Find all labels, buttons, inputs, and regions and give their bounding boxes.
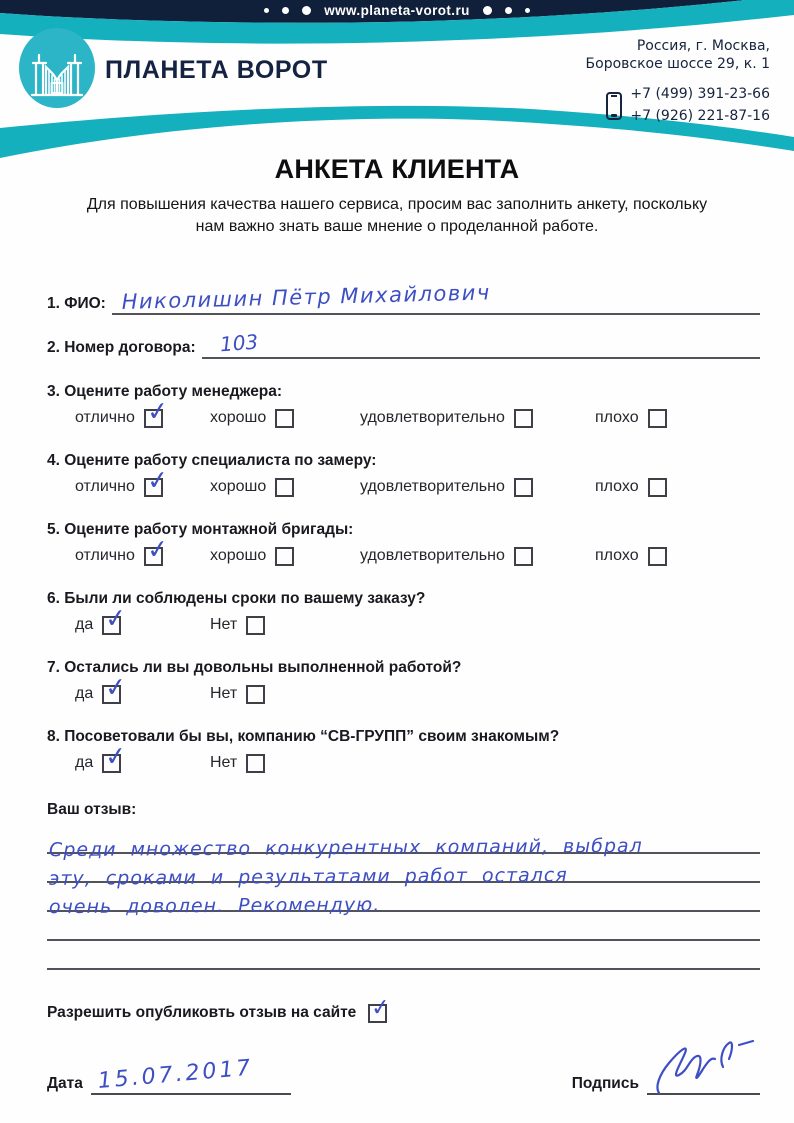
option-label: хорошо — [210, 409, 267, 427]
fio-handwritten-value: Николишин Пётр Михайлович — [121, 280, 491, 314]
check-icon: ✓ — [103, 602, 129, 635]
survey-form — [47, 280, 760, 1095]
option-label: отлично — [75, 547, 135, 565]
checkbox[interactable] — [246, 754, 265, 773]
question-label: 3. Оцените работу менеджера: — [47, 382, 283, 400]
check-icon: ✓ — [103, 740, 129, 773]
question-label: 8. Посоветовали бы вы, компанию “СВ-ГРУПП” своим знакомым? — [47, 727, 560, 745]
check-icon: ✓ — [145, 395, 171, 428]
bullet-dot-icon — [525, 8, 530, 13]
question-7 — [47, 659, 760, 704]
checkbox[interactable] — [275, 478, 294, 497]
question-3 — [47, 383, 760, 428]
contract-handwritten-value: 103 — [218, 329, 259, 357]
date-field[interactable] — [91, 1055, 291, 1095]
question-label: 5. Оцените работу монтажной бригады: — [47, 520, 354, 538]
checkbox-checked[interactable] — [102, 602, 129, 635]
option-label: плохо — [595, 478, 639, 496]
contract-field[interactable] — [202, 329, 760, 359]
review-line-field[interactable] — [47, 825, 760, 861]
option-label: отлично — [75, 409, 135, 427]
gate-logo-icon — [16, 26, 98, 110]
option-label: хорошо — [210, 547, 267, 565]
checkbox-checked[interactable] — [102, 671, 129, 704]
consent-label: Разрешить опубликовть отзыв на сайте — [47, 1004, 357, 1022]
option-label: удовлетворительно — [360, 409, 505, 427]
review-label: Ваш отзыв: — [47, 800, 137, 818]
checkbox[interactable] — [648, 547, 667, 566]
contact-block — [586, 37, 770, 127]
fio-label: 1. ФИО: — [47, 294, 106, 312]
phone-icon — [606, 92, 622, 120]
contract-row — [47, 329, 760, 359]
option-label: да — [75, 685, 94, 703]
option-label: удовлетворительно — [360, 547, 505, 565]
signature-label: Подпись — [571, 1074, 639, 1092]
consent-row — [47, 993, 760, 1023]
checkbox-checked[interactable] — [144, 533, 171, 566]
review-line-field[interactable] — [47, 854, 760, 890]
question-6 — [47, 590, 760, 635]
checkbox[interactable] — [275, 409, 294, 428]
review-line-field[interactable] — [47, 883, 760, 918]
checkbox[interactable] — [275, 547, 294, 566]
checkbox[interactable] — [246, 616, 265, 635]
option-label: хорошо — [210, 478, 267, 496]
review-handwritten-line-1: Среди множество конкурентных компаний, выбрал — [48, 834, 643, 861]
option-label: отлично — [75, 478, 135, 496]
header — [0, 0, 794, 158]
question-label: 4. Оцените работу специалиста по замеру: — [47, 451, 377, 469]
address-line-2: Боровское шоссе 29, к. 1 — [585, 56, 770, 73]
fio-field[interactable] — [112, 280, 760, 315]
review-handwritten-line-2: эту, сроками и результатами работ остался — [48, 863, 568, 890]
address-line-1: Россия, г. Москва, — [636, 38, 770, 54]
question-8 — [47, 728, 760, 773]
checkbox-checked[interactable] — [102, 740, 129, 773]
fio-row — [47, 280, 760, 315]
phone-number-2[interactable]: +7 (926) 221-87-16 — [630, 107, 770, 124]
option-label: Нет — [210, 685, 238, 703]
bullet-dot-icon — [282, 7, 289, 14]
checkbox[interactable] — [648, 478, 667, 497]
review-handwritten-line-3: очень доволен. Рекомендую. — [48, 893, 381, 918]
checkbox-checked[interactable] — [144, 464, 171, 497]
check-icon: ✓ — [145, 533, 171, 566]
bullet-dot-icon — [483, 6, 492, 15]
review-line-field[interactable] — [47, 912, 760, 941]
option-label: плохо — [595, 409, 639, 427]
bullet-dot-icon — [264, 8, 269, 13]
option-label: плохо — [595, 547, 639, 565]
option-label: да — [75, 754, 94, 772]
question-4 — [47, 452, 760, 497]
checkbox-checked[interactable] — [144, 395, 171, 428]
checkbox[interactable] — [246, 685, 265, 704]
option-label: Нет — [210, 616, 238, 634]
option-label: удовлетворительно — [360, 478, 505, 496]
date-handwritten-value: 15.07.2017 — [96, 1055, 255, 1094]
review-line-field[interactable] — [47, 941, 760, 970]
checkbox[interactable] — [514, 547, 533, 566]
checkbox[interactable] — [514, 478, 533, 497]
bullet-dot-icon — [302, 6, 311, 15]
date-label: Дата — [47, 1074, 83, 1092]
checkbox[interactable] — [514, 409, 533, 428]
brand-title: ПЛАНЕТА ВОРОТ — [105, 56, 328, 84]
check-icon: ✓ — [369, 993, 392, 1022]
consent-checkbox-checked[interactable] — [368, 993, 392, 1023]
phone-number-1[interactable]: +7 (499) 391-23-66 — [630, 85, 770, 102]
option-label: Нет — [210, 754, 238, 772]
question-5 — [47, 521, 760, 566]
contract-label: 2. Номер договора: — [47, 338, 196, 356]
check-icon: ✓ — [103, 671, 129, 704]
bullet-dot-icon — [505, 7, 512, 14]
page-title: АНКЕТА КЛИЕНТА — [274, 154, 520, 184]
signature-field[interactable] — [647, 1069, 760, 1095]
website-url[interactable]: www.planeta-vorot.ru — [324, 3, 470, 18]
option-label: да — [75, 616, 94, 634]
checkbox[interactable] — [648, 409, 667, 428]
signature-icon — [645, 1035, 765, 1097]
review-section — [47, 801, 760, 970]
top-url-bar — [0, 3, 794, 18]
intro-line-2: нам важно знать ваше мнение о проделанной работе. — [195, 218, 599, 236]
question-label: 6. Были ли соблюдены сроки по вашему заказу? — [47, 589, 426, 607]
question-label: 7. Остались ли вы довольны выполненной работой? — [47, 658, 462, 676]
intro-text — [0, 194, 794, 239]
footer-row — [47, 1055, 760, 1095]
intro-line-1: Для повышения качества нашего сервиса, просим вас заполнить анкету, поскольку — [86, 196, 708, 213]
check-icon: ✓ — [145, 464, 171, 497]
